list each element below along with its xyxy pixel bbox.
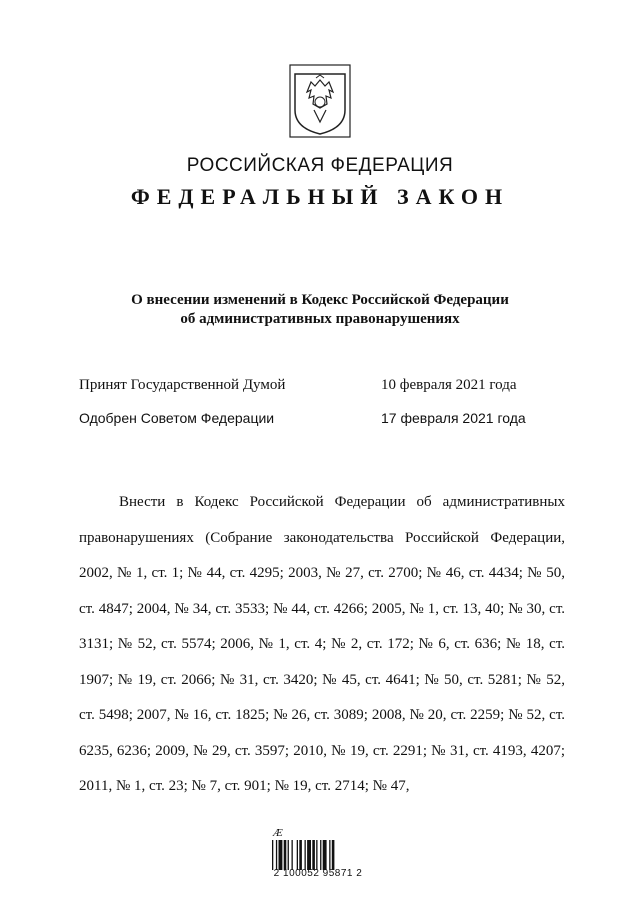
coat-of-arms-icon xyxy=(289,64,351,138)
handwritten-mark: Æ xyxy=(273,827,283,839)
council-date: 17 февраля 2021 года xyxy=(381,410,526,426)
barcode-number: 2 100052 95871 2 xyxy=(273,868,363,879)
council-label: Одобрен Советом Федерации xyxy=(79,410,275,426)
law-title-line-2: об административных правонарушениях xyxy=(180,311,460,327)
barcode-icon xyxy=(272,840,362,870)
country-name: РОССИЙСКАЯ ФЕДЕРАЦИЯ xyxy=(186,155,454,176)
body-text xyxy=(79,485,565,805)
law-title xyxy=(0,291,640,329)
law-title-line-1: О внесении изменений в Кодекс Российской Федерации xyxy=(131,292,509,308)
duma-date: 10 февраля 2021 года xyxy=(381,377,517,393)
duma-label: Принят Государственной Думой xyxy=(79,377,286,393)
body-paragraph: Внести в Кодекс Российской Федерации об административных правонарушениях (Собрание законодательства Российской Федерации, 2002, № 1, ст. 1; № 44, ст. 4295; 2003, № 27, ст. 2700; № 46, ст. 4434; № 50, ст. 4847; 2004, № 34, ст. 3533; № 44, ст. 4266; 2005, № 1, ст. 13, 40; № 30, ст. 3131; № 52, ст. 5574; 2006, № 1, ст. 4; № 2, ст. 172; № 6, ст. 636; № 18, ст. 1907; № 19, ст. 2066; № 31, ст. 3420; № 45, ст. 4641; № 50, ст. 5281; № 52, ст. 5498; 2007, № 16, ст. 1825; № 26, ст. 3089; 2008, № 20, ст. 2259; № 52, ст. 6235, 6236; 2009, № 29, ст. 3597; 2010, № 19, ст. 2291; № 31, ст. 4193, 4207; 2011, № 1, ст. 23; № 7, ст. 901; № 19, ст. 2714; № 47, xyxy=(79,494,565,794)
document-type: ФЕДЕРАЛЬНЫЙ ЗАКОН xyxy=(130,184,510,209)
